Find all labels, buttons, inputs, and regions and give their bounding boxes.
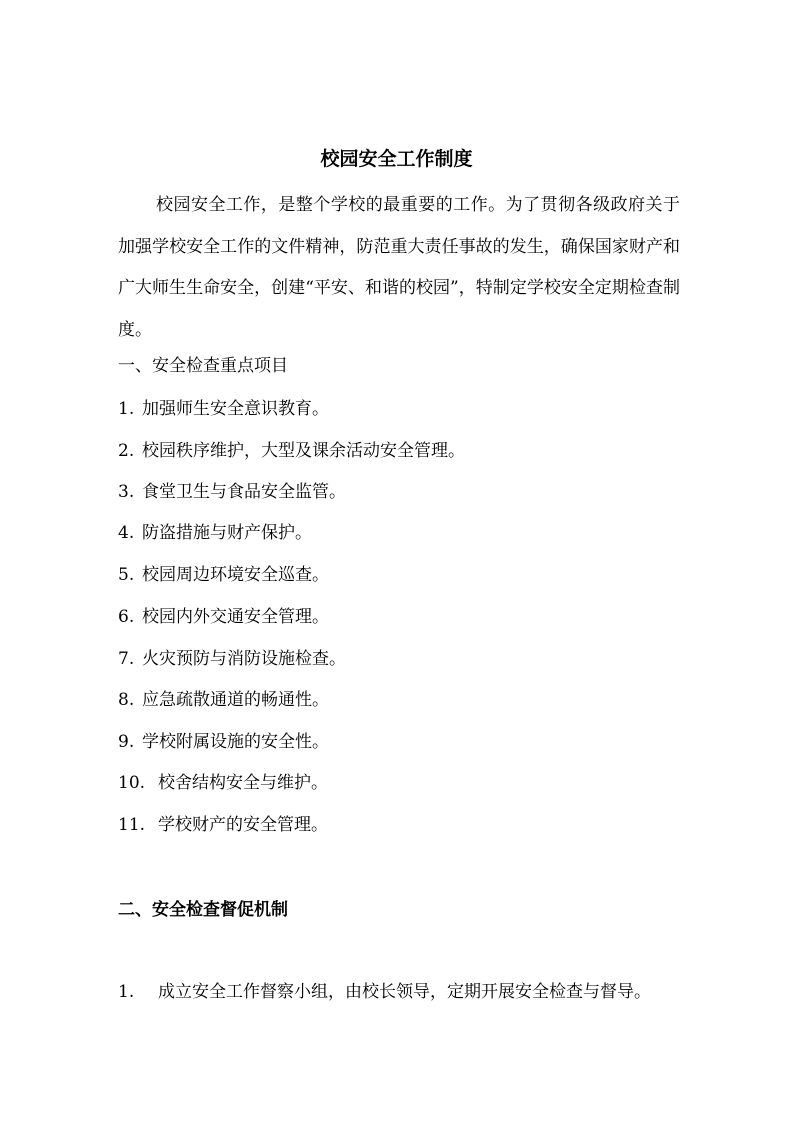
list-item-text: 火灾预防与消防设施检查。: [142, 649, 346, 669]
list-item-text: 校园内外交通安全管理。: [142, 607, 329, 627]
list-item-number: 1.: [118, 982, 135, 1002]
list-item-number: 6.: [118, 607, 135, 627]
list-item: [118, 813, 328, 837]
list-item: [118, 647, 346, 671]
section2-heading: 二、安全检查督促机制: [118, 900, 288, 920]
list-item-number: 8.: [118, 690, 135, 710]
list-item-text: 应急疏散通道的畅通性。: [142, 690, 329, 710]
section1-heading: 一、安全检查重点项目: [118, 356, 288, 376]
list-item: [118, 397, 329, 421]
list-item-number: 9.: [118, 732, 135, 752]
list-item: [118, 730, 329, 754]
list-item-number: 3.: [118, 482, 135, 502]
list-item-number: 7.: [118, 649, 135, 669]
intro-paragraph: 校园安全工作，是整个学校的最重要的工作。为了贯彻各级政府关于加强学校安全工作的文件精神，防范重大责任事故的发生，确保国家财产和广大师生生命安全，创建“平安、和谐的校园”，特制定学校安全定期检查制度。: [118, 195, 680, 340]
list-item-number: 10.: [118, 773, 146, 793]
list-item: [118, 563, 329, 587]
list-item: [118, 771, 328, 795]
list-item-text: 学校附属设施的安全性。: [142, 732, 329, 752]
list-item-number: 4.: [118, 523, 135, 543]
list-item-text: 成立安全工作督察小组，由校长领导，定期开展安全检查与督导。: [158, 982, 651, 1002]
list-item-text: 防盗措施与财产保护。: [142, 523, 312, 543]
list-item-number: 1.: [118, 399, 135, 419]
list-item-text: 校园周边环境安全巡查。: [142, 565, 329, 585]
list-item-text: 食堂卫生与食品安全监管。: [142, 482, 346, 502]
list-item: [118, 480, 346, 504]
list-item: [118, 521, 312, 545]
list-item: [118, 980, 651, 1004]
list-item-number: 11.: [118, 815, 146, 835]
document-title: 校园安全工作制度: [320, 148, 473, 170]
list-item-text: 学校财产的安全管理。: [158, 815, 328, 835]
list-item: [118, 439, 465, 463]
list-item: [118, 688, 329, 712]
list-item-text: 校园秩序维护，大型及课余活动安全管理。: [142, 441, 465, 461]
list-item-text: 加强师生安全意识教育。: [142, 399, 329, 419]
list-item-text: 校舍结构安全与维护。: [158, 773, 328, 793]
list-item-number: 2.: [118, 441, 135, 461]
list-item: [118, 605, 329, 629]
list-item-number: 5.: [118, 565, 135, 585]
